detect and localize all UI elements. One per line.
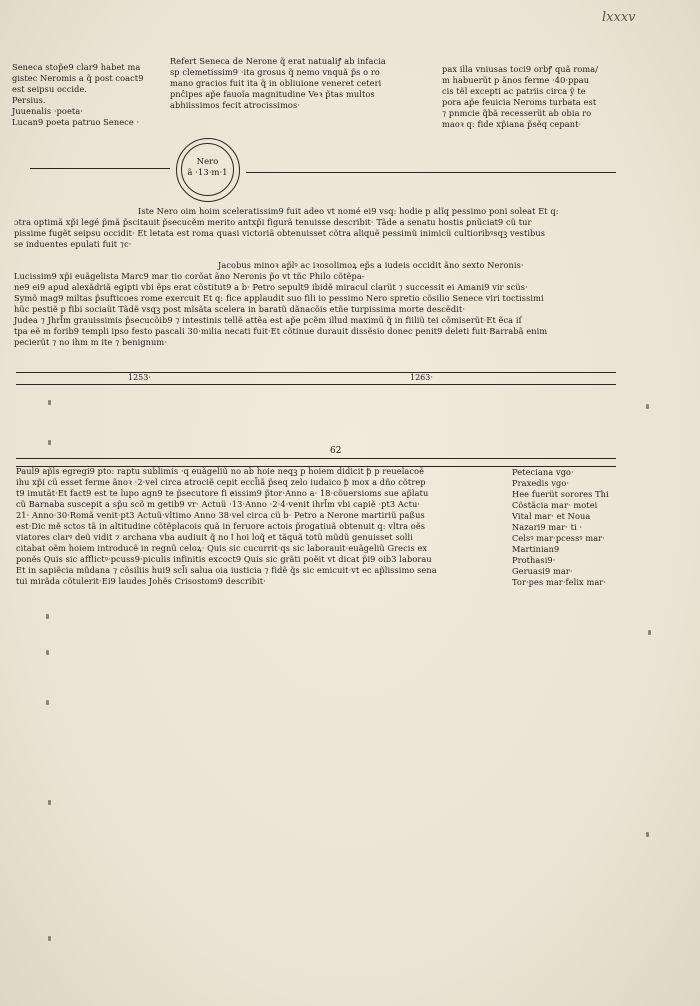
main-paragraph-continued-line: Symõ mag9 miltas p̃sufticoes rome exercuit Et q: fice applaudit suo fili io pessimo Nero spretio cõsilio Senece viri toctissimi: [14, 293, 544, 303]
margin-mark: [48, 400, 51, 405]
main-paragraph-line: Iste Nero oim hoim sceleratissim9 fuit adeo vt nomé ei9 vsq: hodie p alĩq pessimo poni soleat Et q:: [138, 206, 559, 216]
bottom-right-column: [512, 467, 609, 588]
year-marker-2: 1263·: [410, 373, 433, 382]
main-paragraph-line: ɔtra optimã xp̃i legé p̃mã p̃scitauit p̃secucẽm merito antxp̃i figurã tenuisse describit· Tãde a senatu hostis ꝑnũciat9 cü tur: [14, 217, 532, 227]
bottom-main-line: cü Barnaba suscepit a sp̃u scõ m getib9 vr· Actuü ·13·Anno ·2·4·venit ihrl̃m vbi capiẽ ·pt3 Actu·: [16, 499, 421, 509]
handwritten-shelfmark: lxxxv: [602, 10, 636, 25]
year-marker-1: 1253·: [128, 373, 151, 382]
top-left-line: est seipsu occide.: [12, 84, 88, 94]
margin-mark: [648, 630, 651, 635]
main-paragraph-continued-line: tpa eẽ m forib9 templi ipso festo pascali 30·milia necati fuit·Et cõtinue durauit dissẽsio donec penit9 deleti fuit·Barrabã enim: [14, 326, 548, 336]
top-middle-line: mano gracios fuit ita q̃ in obliuione veneret ceteri: [170, 78, 382, 88]
bottom-main-line: 21· Anno·30·Romã venit·pt3 Actuü·vltimo Anno 38·vel circa cü b· Petro a Nerone martiriũ paßus: [16, 510, 425, 520]
margin-mark: [48, 936, 51, 941]
bottom-main-line: Paul9 ap̃ls egregi9 pto: raptu sublimis ·q euãgeliũ no ab hoie neqꝫ p hoiem didicit ꝥ p reuelacoẽ: [16, 466, 425, 476]
folio-number: 62: [330, 446, 342, 456]
bottom-main-line: ponẽs Quis sic afflictꝰ·pcuss9·piculis infinitis excoct9 Quis sic grãti poëit vt dicat p̃i9 oib3 laborau: [16, 554, 432, 564]
rule-left: [30, 168, 170, 169]
top-right-line: m habuerüt p ãnos ferme ·40·ppau: [442, 75, 590, 85]
bottom-main-line: Et in sapiẽcia mũdana ⁊ cõsiliis hui9 scl̃i salua oia iusticia ⁊ fidẽ q̃s sic emicuit·vt ec ap̃lissimo sena: [16, 565, 437, 575]
main-paragraph-continued-line: Jacobus minoꝛ ap̃lꝰ ac iꝛosolimoꝝ ep̃s a iudeis occidit ãno sexto Neronis·: [218, 260, 524, 270]
folio-rule-top: [16, 458, 616, 459]
medallion-name: Nero: [196, 157, 219, 167]
top-left-line: gistec Neromis a q̃ post coact9: [12, 73, 144, 83]
main-paragraph-continued-line: ne9 ei9 apud alexãdriã egipti vbi ẽps erat cõstitut9 a b· Petro sepult9 ibidẽ miracul clarüt ⁊ successit ei Amani9 vir scüs·: [14, 282, 528, 292]
margin-mark: [46, 700, 49, 705]
bottom-main-line: t9 imutãt·Et fact9 est te lupo agn9 te p̃secutore fi ɇissim9 p̃tor·Anno a· 18·cõuersioms sue ap̃latu: [16, 488, 429, 498]
bottom-right-line: Prothasi9·: [512, 555, 556, 565]
main-paragraph-line: se induentes epulati fuit ⁊c·: [14, 239, 132, 249]
top-right-line: cis tẽl excepti ac patriis circa ỹ te: [442, 86, 586, 96]
top-right-line: pora ap̃e feuicia Neroms turbata est: [442, 97, 597, 107]
bottom-right-line: Praxedis vgo·: [512, 478, 570, 488]
top-middle-line: sp clemetissim9 ·ita grosus q̃ nemo vnquã p̃s o ro: [170, 67, 380, 77]
margin-mark: [646, 832, 649, 837]
bottom-main-text: [16, 466, 437, 587]
margin-mark: [646, 404, 649, 409]
bottom-right-line: Vital mar· et Noua: [512, 511, 591, 521]
bottom-main-line: viatores clarꝰ deũ vidit ⁊ archana vba audiuit q̃ no ꝉ hoi loq̃ et tãquã totũ mũdũ genuisset solli: [16, 532, 413, 542]
top-right-line: pax illa vniusas toci9 orbꝭ quã roma/: [442, 64, 599, 74]
main-paragraph-continued: [14, 260, 547, 348]
main-paragraph-continued-line: hũc pestiẽ p fibi sociaüt Tãdẽ vsqꝫ post mĩsãta scelera in baratũ dãnacõis etñe turpissima morte descẽdit·: [14, 304, 466, 314]
top-left-line: Persius.: [12, 95, 46, 105]
bottom-right-line: Peteciana vgo·: [512, 467, 574, 477]
top-middle-line: abhiissimos fecit atrocissimos·: [170, 100, 300, 110]
top-left-line: Seneca stop̃e9 clar9 habet ma: [12, 62, 141, 72]
bottom-right-line: Martinian9: [512, 544, 560, 554]
top-middle-line: Refert Seneca de Nerone q̃ erat natualiꝭ ab infacia: [170, 56, 386, 66]
top-left-line: Lucan9 poeta patruo Senece ·: [12, 117, 140, 127]
margin-mark: [48, 800, 51, 805]
main-paragraph-line: pissime fugẽt seipsu occidit· Et letata est roma quasi victoriã obtenuisset cõtra aliquẽ pessimũ inimicü cultioribꝰsqꝫ vestibus: [14, 228, 546, 238]
main-paragraph-continued-line: Lucissim9 xp̃i euãgelista Marc9 mar tio corõat ãno Neronis p̃o vt tñc Philo cõtẽpa-: [14, 271, 365, 281]
bottom-main-line: est·Dic mẽ sctos tã in altitudine cõtẽplacois quã in feruore actois p̃rogatiuã obtenuit q: vltra oẽs: [16, 521, 426, 531]
main-paragraph-continued-line: pecierüt ⁊ no ihm m ite ⁊ benignum·: [14, 337, 167, 347]
top-left-line: Juuenalis ·poeta·: [12, 106, 83, 116]
top-right-line: ⁊ pnmcie q̃bã recesserüt ab obia ro: [442, 108, 592, 118]
medallion-years: ã ·13·m·1: [187, 168, 228, 178]
top-right-column: [442, 64, 598, 130]
bottom-right-line: Geruasi9 mar·: [512, 566, 573, 576]
medallion-inner-ring: [181, 143, 234, 196]
bottom-right-line: Nazari9 mar· ti ·: [512, 522, 583, 532]
bottom-main-line: citabat oẽm hoiem introducẽ in regnũ celoꝝ· Quis sic cucurrit·qs sic laborauit·euãgeliũ Grecis ex: [16, 543, 428, 553]
bottom-right-line: Tor·pes mar·felix mar·: [512, 577, 607, 587]
main-paragraph: [14, 206, 559, 250]
chronicle-medallion: [176, 138, 240, 202]
top-middle-line: pnĉipes ap̃e fauoĩa magnitudine Veꝛ p̃tas multos: [170, 89, 375, 99]
year-rule-bottom: [16, 384, 616, 385]
year-rule-top: [16, 372, 616, 373]
top-left-column: [12, 62, 144, 128]
bottom-right-line: Cõstãcia mar· motei: [512, 500, 598, 510]
margin-mark: [46, 614, 49, 619]
bottom-main-line: ihu xp̃i cü esset ferme ãnoꝛ ·2·vel circa atrociẽ cepit eccl̃iã p̃seq zelo iudaico ꝥ mox a dño cõtrep: [16, 477, 426, 487]
margin-mark: [48, 440, 51, 445]
bottom-right-line: Hee fuerüt sorores Thi: [512, 489, 609, 499]
bottom-main-line: tui mirãda cõtulerit·Ei9 laudes Johẽs Crisostom9 describit·: [16, 576, 266, 586]
margin-mark: [46, 650, 49, 655]
main-paragraph-continued-line: Judea ⁊ Jhrl̃m grauissimis p̃secucõib9 ⁊ intestinis tellẽ attẽa est ap̃e pcẽm illud maximü q̃ in fiiliũ tei cõmiserüt·Et ẽca iſ: [14, 315, 522, 325]
top-middle-column: [170, 56, 386, 111]
bottom-right-line: Celsꝰ mar·pcessꝰ mar·: [512, 533, 605, 543]
top-right-line: maoꝛ q: fide xp̃iana p̃sẽq cepant·: [442, 119, 582, 129]
rule-right: [246, 172, 616, 173]
